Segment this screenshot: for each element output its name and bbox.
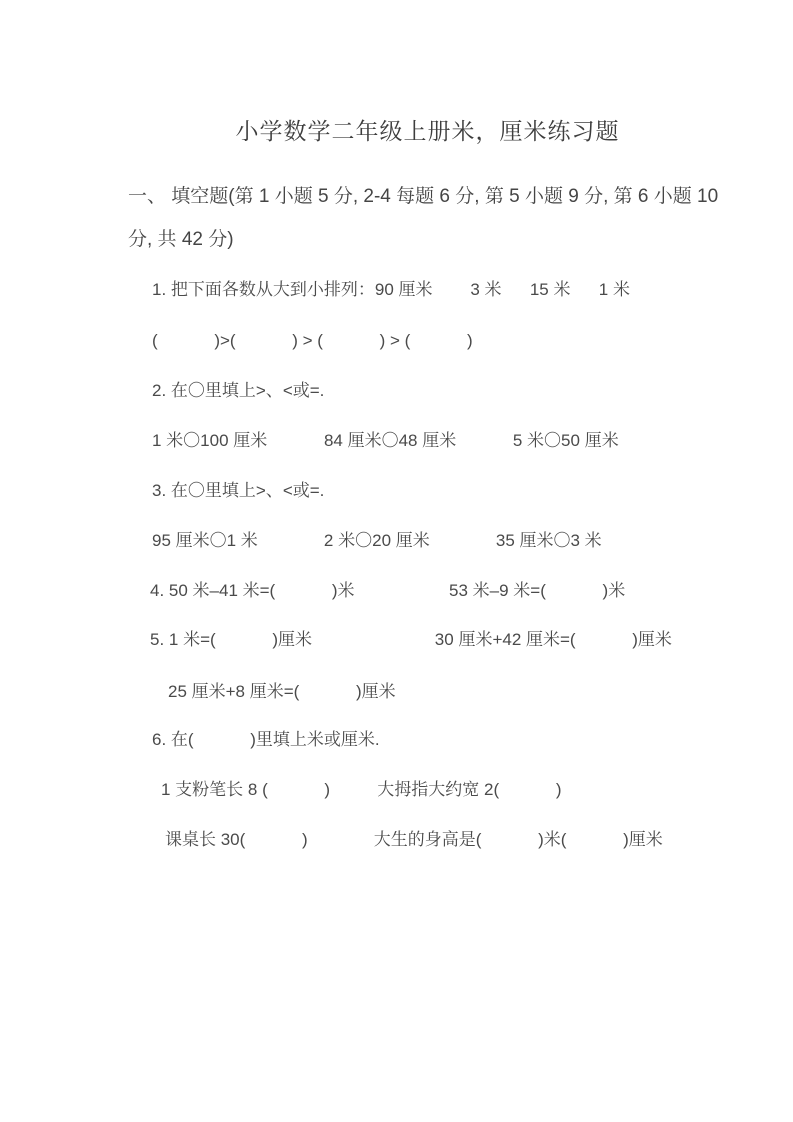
question-2-prompt: 2. 在〇里填上>、<或=. — [152, 381, 325, 400]
question-2-items: 1 米〇100 厘米 84 厘米〇48 厘米 5 米〇50 厘米 — [152, 431, 619, 450]
question-6-line-1: 1 支粉笔长 8 ( ) 大拇指大约宽 2( ) — [161, 780, 562, 799]
question-3-prompt: 3. 在〇里填上>、<或=. — [152, 481, 325, 500]
question-4-line: 4. 50 米–41 米=( )米 53 米–9 米=( )米 — [150, 581, 626, 600]
question-1-prompt: 1. 把下面各数从大到小排列：90 厘米 3 米 15 米 1 米 — [152, 280, 630, 299]
question-5-line-1: 5. 1 米=( )厘米 30 厘米+42 厘米=( )厘米 — [150, 630, 672, 649]
section-heading-line-2: 分, 共 42 分) — [128, 229, 234, 250]
question-3-items: 95 厘米〇1 米 2 米〇20 厘米 35 厘米〇3 米 — [152, 531, 602, 550]
question-6-prompt: 6. 在( )里填上米或厘米. — [152, 730, 380, 749]
question-5-line-2: 25 厘米+8 厘米=( )厘米 — [168, 682, 396, 701]
question-1-answer-blanks: ( )>( ) > ( ) > ( ) — [152, 331, 473, 350]
question-6-line-2: 课桌长 30( ) 大生的身高是( )米( )厘米 — [165, 830, 663, 849]
section-heading-line-1: 一、 填空题(第 1 小题 5 分, 2-4 每题 6 分, 第 5 小题 9 分, 第 6 小题 10 — [128, 186, 719, 207]
document-title: 小学数学二年级上册米，厘米练习题 — [235, 118, 620, 144]
